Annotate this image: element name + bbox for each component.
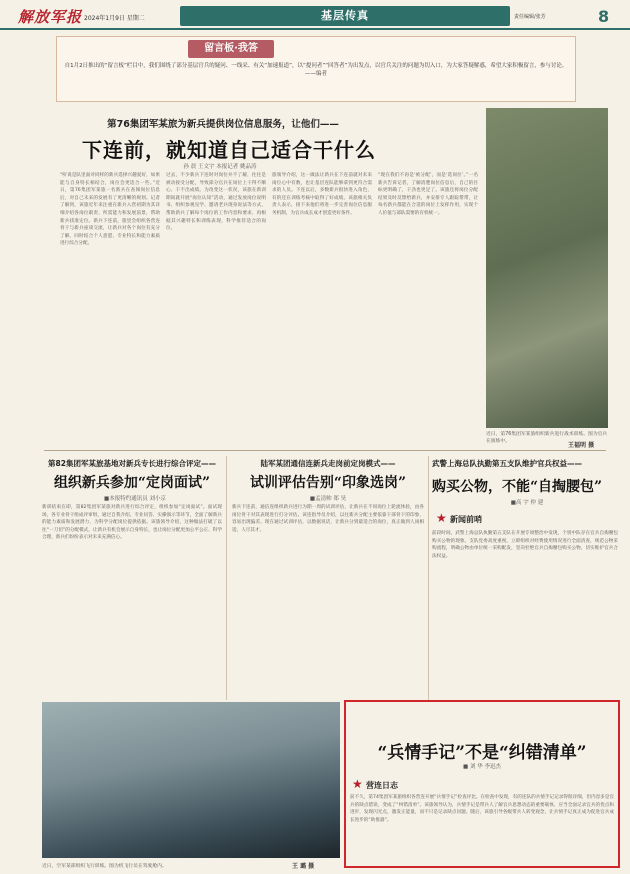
story3-body: 新兵下连前，通信连组织新兵进行为期一周的试训评估，让新兵在不同岗位上轮流体验，由各岗位骨干对其表现进行打分评估。该连指导员介绍，以往新兵分配主要依靠干部骨干的印象，容易出现偏差。现在通过试训评估，以数据说话，让新兵分到最适合的岗位，真正做到人岗相适、人尽其才。 bbox=[232, 505, 424, 533]
story4-headline: 购买公物，不能“自掏腰包” bbox=[432, 479, 603, 495]
photo1-caption: 近日，第76集团军某旅组织新兵进行战术训练。图为官兵在演练中。 bbox=[486, 432, 608, 444]
masthead: 解放军报 bbox=[18, 8, 83, 26]
issue-date: 2024年1月9日 星期二 bbox=[84, 15, 145, 22]
story1-subhead: 第76集团军某旅为新兵提供岗位信息服务，让他们—— bbox=[107, 119, 339, 130]
column-tag: 留言板·我答 bbox=[188, 40, 274, 58]
story4-body: 前段时间，武警上海总队执勤第五支队在开展专项整治中发现，个别中队存在官兵自掏腰包购买公物的现象。支队党委高度重视，立即组织对经费使用情况进行全面清查，规范公物采购流程，明确公物由单位统一采购配发，坚决杜绝官兵自掏腰包购买公物，切实维护官兵合法权益。 bbox=[432, 531, 618, 559]
story1-col-4: “现在我们不再是‘被分配’，而是‘选岗位’。”一名新兵告诉记者，了解清楚岗位信息后，自己的目标更明确了，干劲也更足了。该旅还将岗位分配结果及时反馈给新兵，并安排专人跟踪帮带，让每名新兵都能在合适的岗位上发挥作用，实现个人价值与部队需要的有机统一。 bbox=[378, 173, 478, 216]
story1-headline: 下连前，就知道自己适合干什么 bbox=[82, 138, 376, 162]
story5-headline: “兵情手记”不是“纠错清单” bbox=[377, 743, 587, 763]
story5-body: 前不久，第74集团军某旅组织各营连开展“兵情手记”检查评比。在检查中发现，有的连队的兵情手记记录得很详细，但内容多是官兵的缺点错误，变成了“纠错清单”。该旅领导认为，兵情手记是带兵人了解官兵思想动态的重要载体，应当全面记录官兵的优点和进步，发现闪光点，激发正能量，而不只是记录缺点问题。随后，该旅引导各级带兵人转变观念，让兵情手记真正成为促进官兵成长进步的“助推器”。 bbox=[350, 795, 614, 823]
section-divider bbox=[44, 450, 606, 451]
star-icon: ★ bbox=[352, 777, 363, 791]
story2-body: 新训结束在即，第82集团军某旅对新兵进行综合评定，组织参加“定岗面试”。面试现场，各专业骨干组成评审组，通过自我介绍、专业问答、实操演示等环节，全面了解新兵的能力素质和发展潜力，为科学分配岗位提供依据。该旅领导介绍，这种做法打破了以往“一刀切”的分配模式，让新兵有机会展示自身特长，也让岗位分配更加公平公正、科学合理，新兵们纷纷表示对未来充满信心。 bbox=[42, 505, 222, 541]
training-photo bbox=[486, 108, 608, 428]
story1-col-2: 过去，不少新兵下连时对岗位并不了解，往往是被动接受分配，导致部分官兵在岗位上干得不顺心、干不出成绩。为改变这一状况，该旅在新训期间就开展“岗位认知”活动，通过发放岗位说明书、组织参观见学、邀请老兵现身说法等方式，帮助新兵了解每个岗位的工作内容和要求，再根据其兴趣特长和训练表现，科学推荐适合的岗位。 bbox=[166, 173, 266, 232]
section-title: 基层传真 bbox=[321, 9, 369, 22]
story1-byline: 孙 晨 王文宇 本报记者 姚品涛 bbox=[183, 164, 257, 170]
story5-byline: ■ 刘 华 李迅杰 bbox=[463, 764, 501, 770]
story5-logo: 营连日志 bbox=[366, 781, 398, 790]
column-rule bbox=[428, 456, 429, 700]
story1-col-3: 旅领导介绍，这一做法让新兵在下连前就对未来岗位心中有数，也让基层连队能够拿到更符合需求的人员。下连以后，多数新兵很快进入角色，有的还在训练考核中取得了好成绩。该旅相关负责人表示，接下来他们将进一步完善岗位信息服务机制，为官兵成长成才创造更好条件。 bbox=[272, 173, 372, 216]
story2-byline: ■本报特约通讯员 刘小京 bbox=[104, 496, 166, 502]
story1-col-1: “听说是队里面对同样的新兵选择兴趣爱好，如果能与自身特长相结合，岗位会更适合一些。”近日，第76集团军某旅一名新兵在查阅岗位信息后，对自己未来的发展有了更清晰的规划。记者了解到，该旅近年来注重在新兵入营初期为其详细介绍各岗位职责、所需能力和发展前景，帮助新兵找准定位。新兵下连前，旅里会组织各营连骨干与新兵座谈交流，让新兵对各个岗位有充分了解，同时结合个人意愿、专业特长和能力素质进行综合分配。 bbox=[60, 173, 160, 247]
story3-byline: ■孟清帅 郑 昊 bbox=[309, 496, 347, 502]
page-number: 8 bbox=[598, 7, 610, 26]
story4-byline: ■高 宇 仲 建 bbox=[510, 500, 544, 506]
photo2-credit: 王 璐 摄 bbox=[292, 863, 315, 870]
editor-note: 自1月2日推出的“留言板”栏目中，我们围绕了部分基层官兵的疑问、一线采、有关“加速报道”，以“提问者”“回答者”为出发点，以官兵关注的问题为切入口，为大家答疑解惑，希望大家积极留言，参与讨论。——编者 bbox=[64, 63, 568, 77]
story3-headline: 试训评估告别“印象选岗” bbox=[249, 475, 407, 491]
photo1-credit: 王福明 摄 bbox=[568, 442, 595, 449]
story3-subhead: 陆军某团通信连新兵走岗前定岗模式—— bbox=[260, 459, 396, 468]
column-rule bbox=[226, 456, 227, 700]
photo2-caption: 近日，空军某部组织飞行训练。图为机飞行员在驾驶舱内。 bbox=[42, 864, 167, 869]
editor-credit: 责任编辑/张芳 bbox=[514, 14, 546, 20]
story4-subhead: 武警上海总队执勤第五支队维护官兵权益—— bbox=[432, 459, 582, 468]
story4-logo: 新闻前哨 bbox=[450, 515, 482, 524]
pilot-photo bbox=[42, 702, 340, 858]
story2-headline: 组织新兵参加“定岗面试” bbox=[53, 475, 211, 491]
star-icon: ★ bbox=[436, 511, 447, 525]
story2-subhead: 第82集团军某旅基地对新兵专长进行综合评定—— bbox=[48, 459, 216, 468]
